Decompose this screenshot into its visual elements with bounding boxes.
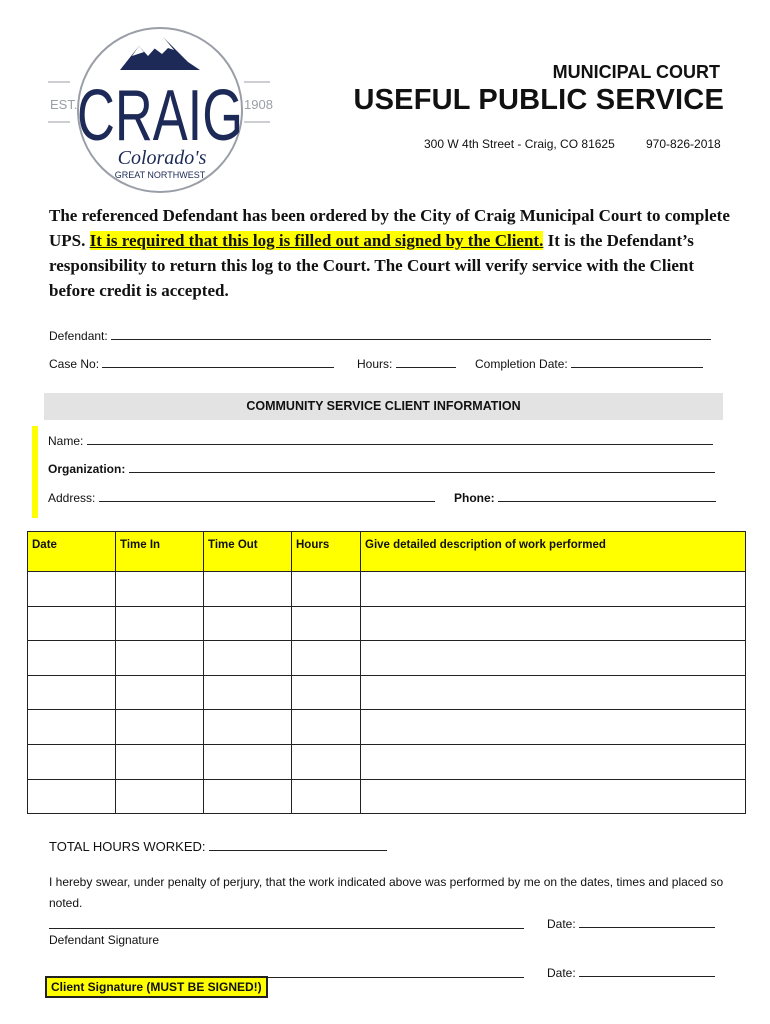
table-cell[interactable]	[28, 779, 116, 814]
defendant-signature-label: Defendant Signature	[49, 933, 160, 947]
intro-paragraph	[49, 203, 739, 303]
case-no-line[interactable]	[102, 357, 334, 368]
table-cell[interactable]	[28, 675, 116, 710]
table-cell[interactable]	[361, 779, 746, 814]
completion-date-field[interactable]	[475, 357, 703, 371]
page-title: USEFUL PUBLIC SERVICE	[353, 84, 724, 116]
client-address-label: Address:	[48, 491, 96, 505]
defendant-line[interactable]	[111, 329, 711, 340]
intro-text-1: The referenced Defendant has been ordered by the City of Craig Municipal Court to complete UPS.	[49, 206, 730, 250]
table-cell[interactable]	[28, 641, 116, 676]
table-cell[interactable]	[361, 572, 746, 607]
total-hours-field[interactable]	[49, 839, 387, 854]
court-name: MUNICIPAL COURT	[552, 62, 720, 82]
table-cell[interactable]	[292, 675, 361, 710]
table-cell[interactable]	[292, 710, 361, 745]
defendant-date-line[interactable]	[579, 917, 715, 928]
table-cell[interactable]	[28, 572, 116, 607]
client-phone-field[interactable]	[454, 491, 716, 505]
log-table-body	[28, 572, 746, 814]
table-cell[interactable]	[204, 606, 292, 641]
client-date-field[interactable]	[547, 966, 715, 980]
client-date-line[interactable]	[579, 966, 715, 977]
table-cell[interactable]	[204, 641, 292, 676]
logo-name: CRAIG	[77, 76, 243, 156]
table-cell[interactable]	[361, 641, 746, 676]
case-no-field[interactable]	[49, 357, 334, 371]
court-phone: 970-826-2018	[646, 137, 721, 151]
client-address-field[interactable]	[48, 491, 435, 505]
completion-date-line[interactable]	[571, 357, 703, 368]
logo-year: 1908	[244, 97, 273, 112]
table-cell[interactable]	[361, 710, 746, 745]
client-name-field[interactable]	[48, 434, 713, 448]
hours-label: Hours:	[357, 357, 393, 371]
organization-label: Organization:	[48, 462, 126, 476]
table-cell[interactable]	[204, 675, 292, 710]
highlight-marker	[32, 426, 38, 518]
table-cell[interactable]	[116, 710, 204, 745]
craig-logo	[44, 24, 276, 196]
organization-line[interactable]	[129, 462, 715, 473]
client-phone-line[interactable]	[498, 491, 716, 502]
logo-tagline: GREAT NORTHWEST	[114, 170, 206, 180]
table-cell[interactable]	[361, 675, 746, 710]
defendant-date-field[interactable]	[547, 917, 715, 931]
intro-highlight: It is required that this log is filled out and signed by the Client.	[89, 231, 544, 250]
col-hours-header: Hours	[292, 532, 361, 572]
table-row	[28, 641, 746, 676]
hours-field[interactable]	[357, 357, 456, 371]
table-cell[interactable]	[361, 744, 746, 779]
col-time-out-header: Time Out	[204, 532, 292, 572]
defendant-field[interactable]	[49, 329, 711, 343]
table-row	[28, 744, 746, 779]
table-cell[interactable]	[116, 744, 204, 779]
table-row	[28, 675, 746, 710]
table-row	[28, 572, 746, 607]
col-date-header: Date	[28, 532, 116, 572]
table-cell[interactable]	[292, 779, 361, 814]
organization-field[interactable]	[48, 462, 715, 476]
table-row	[28, 779, 746, 814]
intro-text-2: It is the Defendant’s responsibility to return this log to the Court. The Court will verify service with the Client before credit is accepted.	[49, 231, 695, 300]
completion-date-label: Completion Date:	[475, 357, 568, 371]
client-address-line[interactable]	[99, 491, 435, 502]
hours-line[interactable]	[396, 357, 456, 368]
client-date-label: Date:	[547, 966, 576, 980]
total-hours-label: TOTAL HOURS WORKED:	[49, 839, 206, 854]
table-cell[interactable]	[116, 675, 204, 710]
logo-script: Colorado's	[117, 147, 207, 169]
client-signature-label: Client Signature (MUST BE SIGNED!)	[45, 976, 268, 998]
case-no-label: Case No:	[49, 357, 100, 371]
defendant-signature-line[interactable]	[49, 918, 524, 929]
table-row	[28, 710, 746, 745]
table-cell[interactable]	[292, 606, 361, 641]
col-time-in-header: Time In	[116, 532, 204, 572]
table-cell[interactable]	[116, 641, 204, 676]
table-cell[interactable]	[116, 606, 204, 641]
table-cell[interactable]	[204, 779, 292, 814]
defendant-date-label: Date:	[547, 917, 576, 931]
col-description-header: Give detailed description of work performed	[361, 532, 746, 572]
table-cell[interactable]	[116, 572, 204, 607]
client-section-heading: COMMUNITY SERVICE CLIENT INFORMATION	[44, 393, 723, 420]
table-cell[interactable]	[204, 710, 292, 745]
table-cell[interactable]	[116, 779, 204, 814]
court-address: 300 W 4th Street - Craig, CO 81625	[424, 137, 615, 151]
perjury-statement: I hereby swear, under penalty of perjury, that the work indicated above was performed by me on the dates, times and placed so noted.	[49, 875, 724, 910]
logo-est: EST.	[50, 97, 78, 112]
table-cell[interactable]	[292, 744, 361, 779]
client-name-line[interactable]	[87, 434, 713, 445]
table-cell[interactable]	[292, 572, 361, 607]
table-cell[interactable]	[292, 641, 361, 676]
table-cell[interactable]	[361, 606, 746, 641]
table-cell[interactable]	[28, 744, 116, 779]
client-name-label: Name:	[48, 434, 84, 448]
table-cell[interactable]	[28, 710, 116, 745]
table-cell[interactable]	[28, 606, 116, 641]
table-cell[interactable]	[204, 744, 292, 779]
client-phone-label: Phone:	[454, 491, 495, 505]
defendant-label: Defendant:	[49, 329, 108, 343]
table-header-row	[28, 532, 746, 572]
total-hours-line[interactable]	[209, 840, 387, 851]
table-cell[interactable]	[204, 572, 292, 607]
service-log-table	[27, 531, 746, 814]
table-row	[28, 606, 746, 641]
